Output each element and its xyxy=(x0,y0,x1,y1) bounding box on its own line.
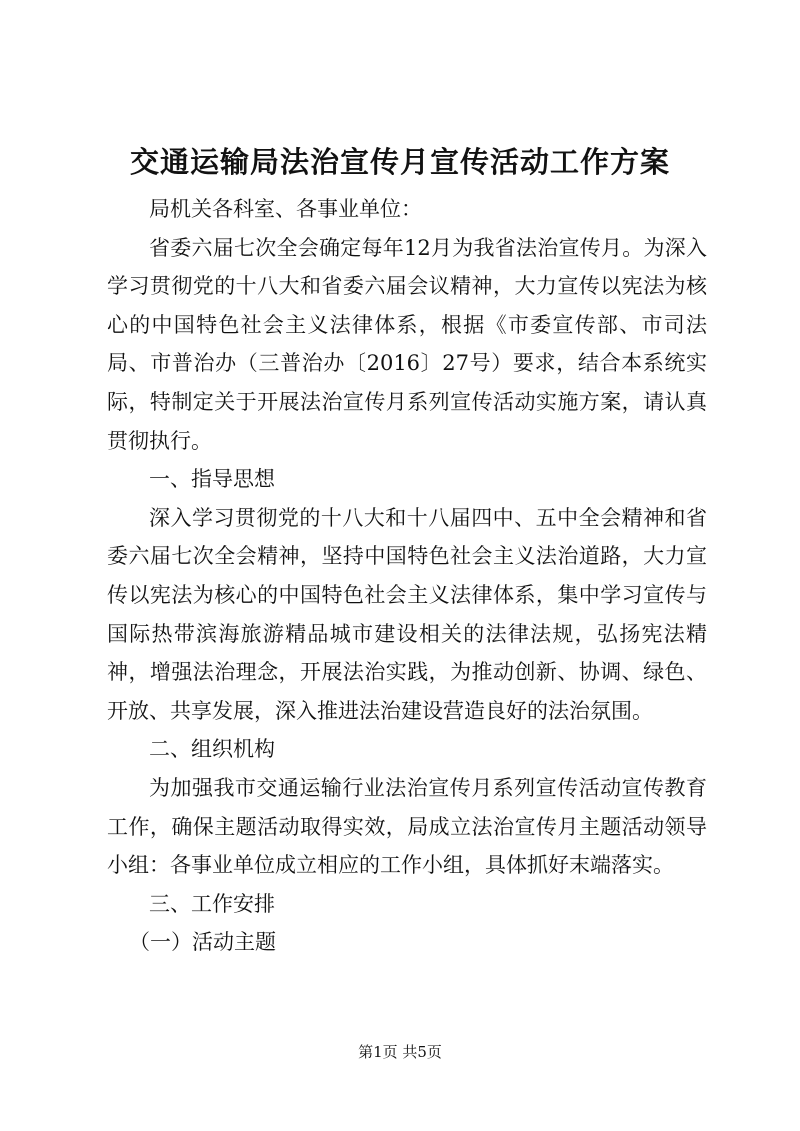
section-heading-guiding-ideology: 一、指导思想 xyxy=(149,467,275,492)
document-body xyxy=(107,190,707,962)
document-title: 交通运输局法治宣传月宣传活动工作方案 xyxy=(129,145,670,179)
section-heading-organization: 二、组织机构 xyxy=(149,737,275,762)
subsection-heading-activity-theme: （一）活动主题 xyxy=(129,930,276,955)
organization-paragraph: 为加强我市交通运输行业法治宣传月系列宣传活动宣传教育工作，确保主题活动取得实效，局成立法治宣传月主题活动领导小组：各事业单位成立相应的工作小组，具体抓好末端落实。 xyxy=(107,775,707,878)
salutation-paragraph: 局机关各科室、各事业单位： xyxy=(149,197,422,221)
page-number-footer: 第1页 共5页 xyxy=(358,1043,442,1061)
section-heading-work-arrangement: 三、工作安排 xyxy=(149,891,275,916)
guiding-ideology-paragraph: 深入学习贯彻党的十八大和十八届四中、五中全会精神和省委六届七次全会精神，坚持中国特色社会主义法治道路，大力宣传以宪法为核心的中国特色社会主义法律体系，集中学习宣传与国际热带滨海旅游精品城市建设相关的法律法规，弘扬宪法精神，增强法治理念，开展法治实践，为推动创新、协调、绿色、开放、共享发展，深入推进法治建设营造良好的法治氛围。 xyxy=(107,505,707,723)
intro-paragraph: 省委六届七次全会确定每年12月为我省法治宣传月。为深入学习贯彻党的十八大和省委六届会议精神，大力宣传以宪法为核心的中国特色社会主义法律体系，根据《市委宣传部、市司法局、市普治办（三普治办〔2016〕27号）要求，结合本系统实际，特制定关于开展法治宣传月系列宣传活动实施方案，请认真贯彻执行。 xyxy=(107,235,707,453)
